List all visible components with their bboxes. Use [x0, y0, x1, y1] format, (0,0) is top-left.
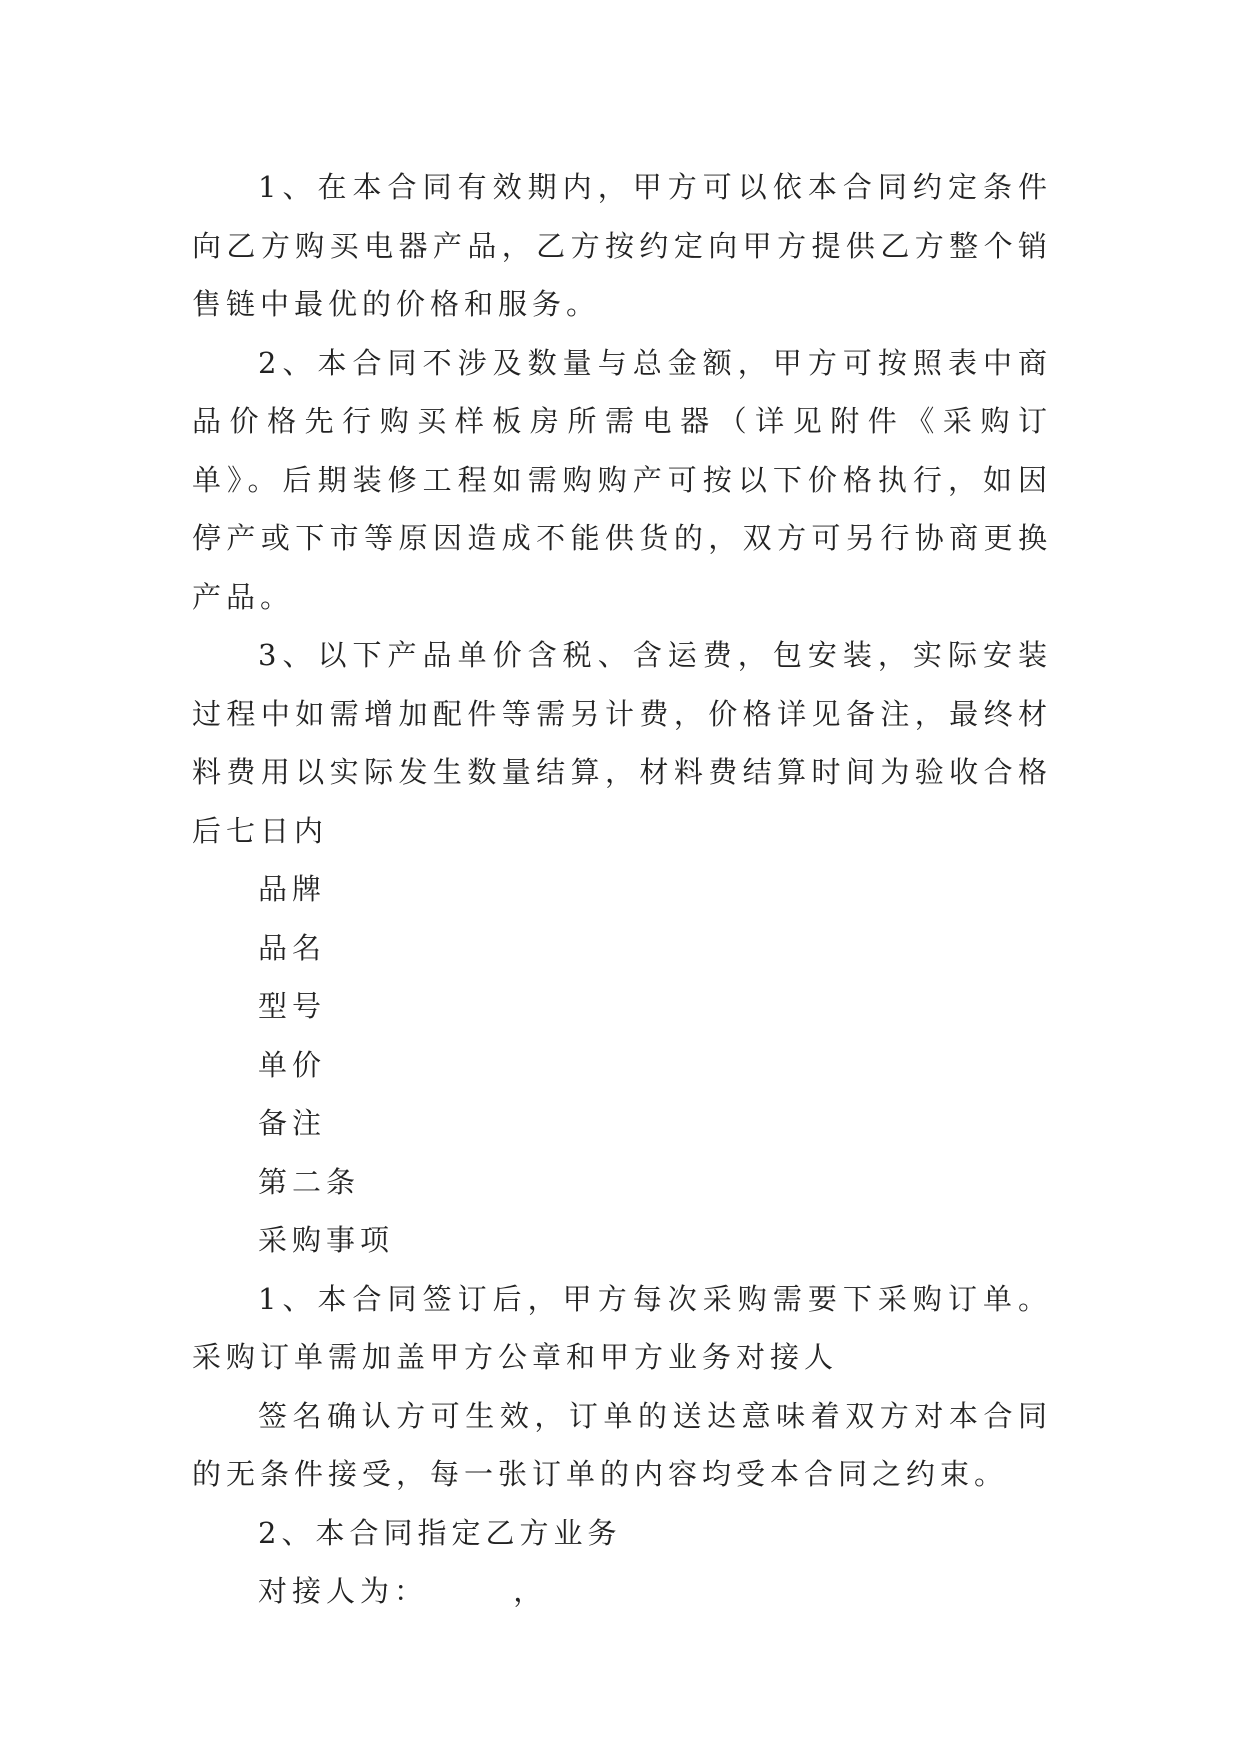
field-unit-price: 单价	[258, 1047, 327, 1082]
field-model: 型号	[258, 989, 327, 1023]
procurement-item-1: 1、本合同签订后，甲方每次采购需要下采购订单。采购订单需加盖甲方公章和甲方业务对接人	[192, 1281, 1052, 1374]
procurement-heading: 采购事项	[258, 1223, 395, 1257]
article-two-heading: 第二条	[258, 1164, 361, 1199]
clause-3-paragraph: 3、以下产品单价含税、含运费，包安装，实际安装过程中如需增加配件等需另计费，价格详见备注，最终材料费用以实际发生数量结算，材料费结算时间为验收合格后七日内	[192, 638, 1052, 848]
field-brand: 品牌	[258, 872, 327, 906]
field-product-name: 品名	[258, 930, 327, 965]
field-remarks: 备注	[258, 1106, 327, 1140]
clause-1-paragraph: 1、在本合同有效期内，甲方可以依本合同约定条件向乙方购买电器产品，乙方按约定向甲方提供乙方整个销售链中最优的价格和服务。	[192, 170, 1052, 321]
procurement-item-1-continued: 签名确认方可生效，订单的送达意味着双方对本合同的无条件接受，每一张订单的内容均受本合同之约束。	[192, 1398, 1052, 1491]
procurement-item-2: 2、本合同指定乙方业务	[258, 1515, 622, 1550]
contact-person-line: 对接人为： ，	[258, 1574, 548, 1608]
clause-2-paragraph: 2、本合同不涉及数量与总金额，甲方可按照表中商品价格先行购买样板房所需电器（详见附件《采购订单》。后期装修工程如需购购产可按以下价格执行，如因停产或下市等原因造成不能供货的，双方可另行协商更换产品。	[192, 345, 1052, 614]
document-body	[192, 158, 1052, 1621]
